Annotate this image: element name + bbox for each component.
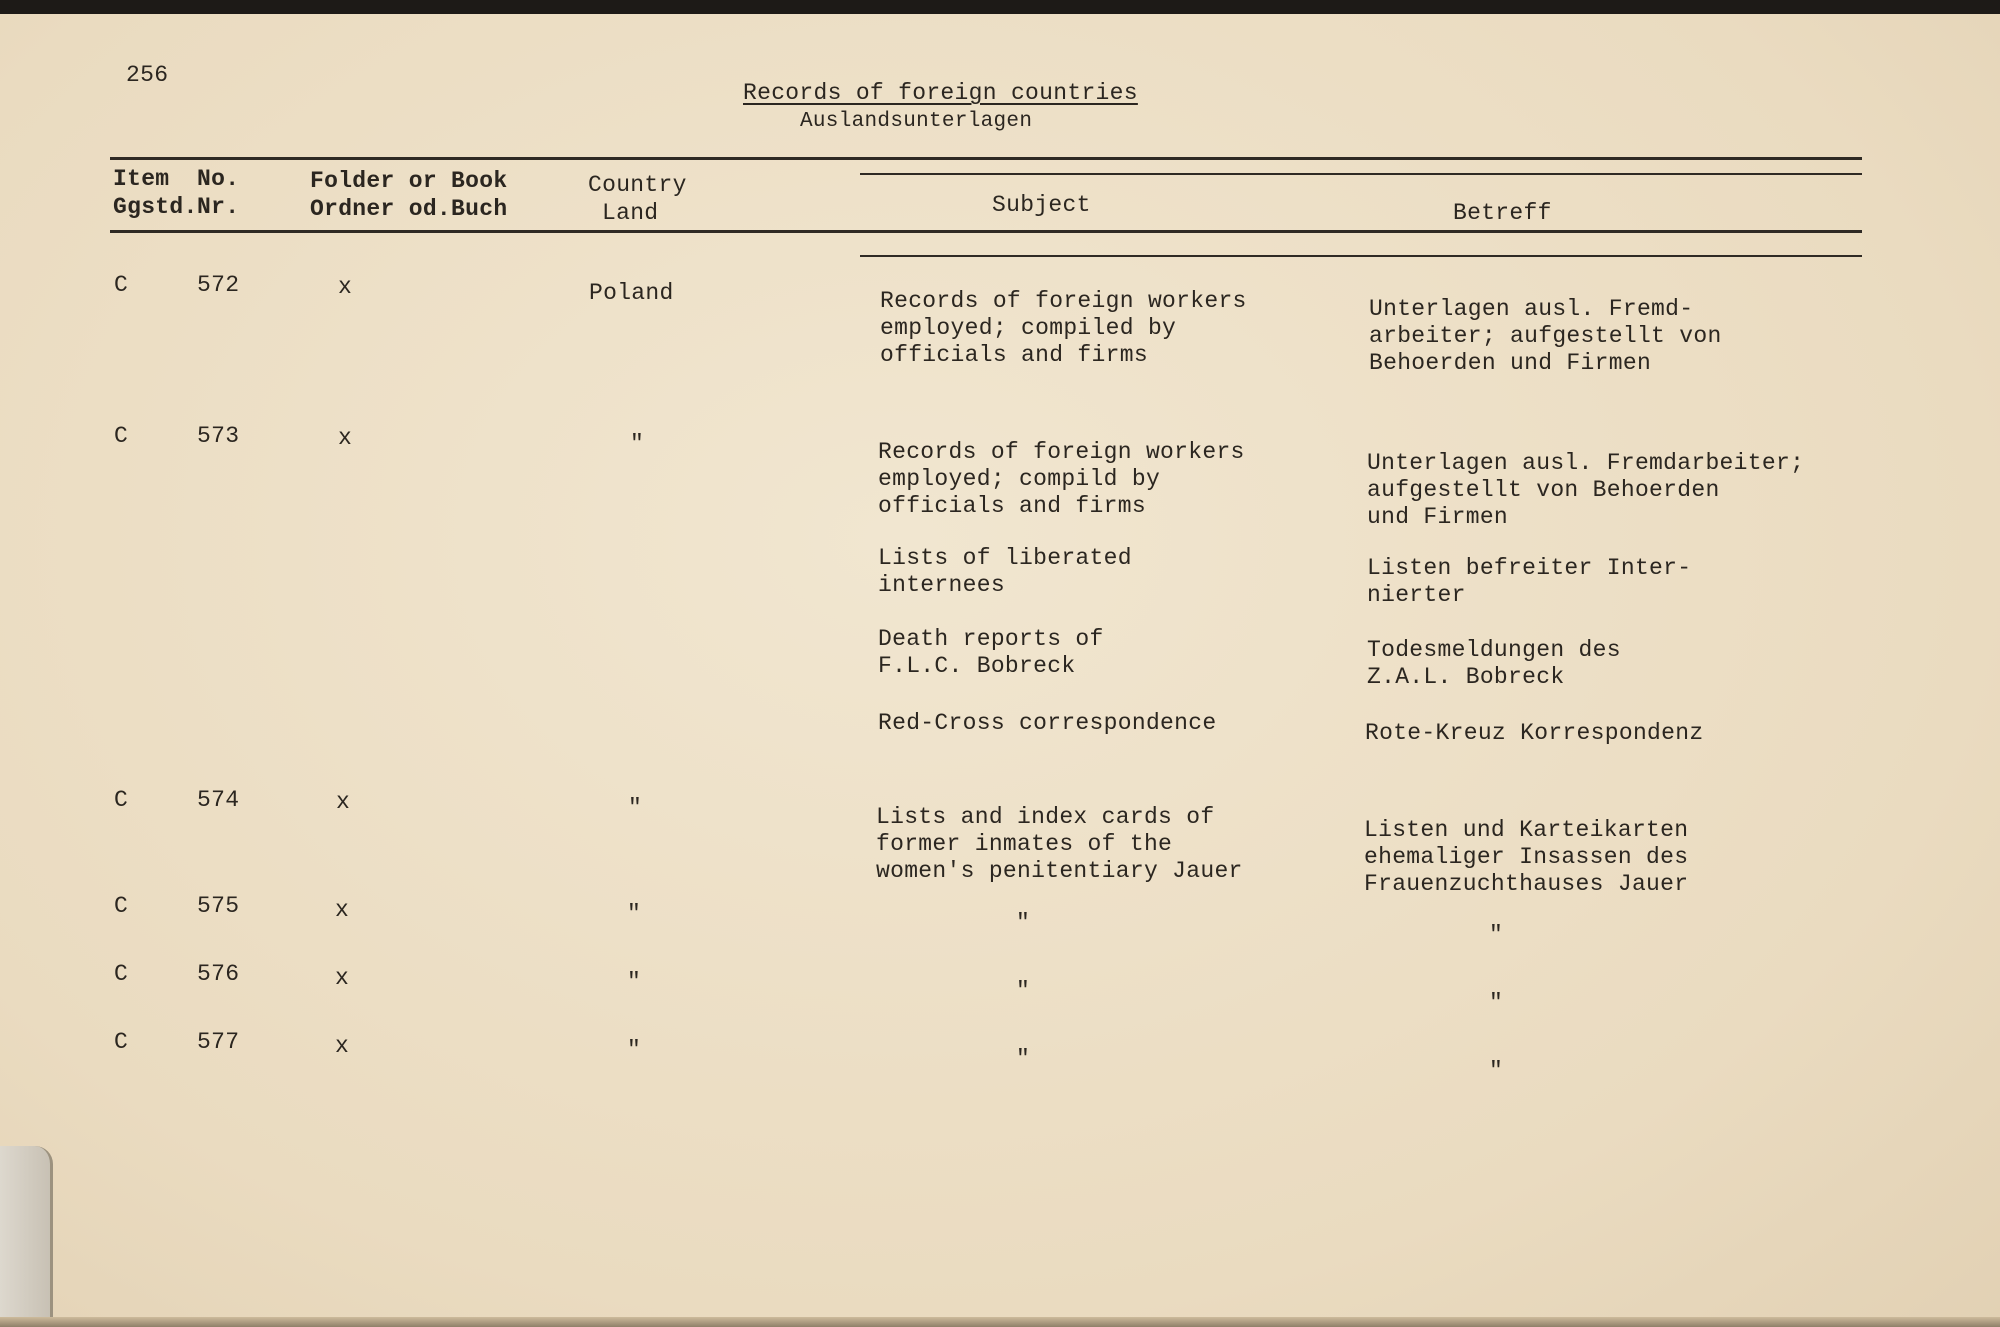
- row-573-betreff-1: Unterlagen ausl. Fremdarbeiter; aufgestellt von Behoerden und Firmen: [1367, 450, 1805, 530]
- row-577-subject: ": [1016, 1046, 1031, 1072]
- row-573-subject-2: Lists of liberated internees: [878, 545, 1132, 598]
- row-576-folder: x: [335, 965, 350, 991]
- col-header-folder: Folder or Book: [310, 168, 508, 194]
- scan-top-edge: [0, 0, 2000, 14]
- row-576-country: ": [627, 969, 642, 995]
- row-576-betreff: ": [1489, 990, 1504, 1016]
- page-title: Records of foreign countries: [743, 80, 1138, 106]
- col-header-country-de: Land: [602, 200, 659, 226]
- row-573-country: ": [630, 431, 645, 457]
- row-574-country: ": [628, 795, 643, 821]
- row-577-country: ": [627, 1037, 642, 1063]
- col-header-no: No.: [197, 166, 240, 192]
- header-top-rule-secondary: [860, 173, 1862, 175]
- row-576-item: C: [114, 961, 129, 987]
- row-572-item: C: [114, 272, 129, 298]
- row-574-betreff: Listen und Karteikarten ehemaliger Insassen des Frauenzuchthauses Jauer: [1364, 817, 1689, 897]
- row-573-betreff-2: Listen befreiter Inter- nierter: [1367, 555, 1692, 608]
- row-574-subject: Lists and index cards of former inmates of the women's penitentiary Jauer: [876, 804, 1243, 884]
- row-572-country: Poland: [589, 280, 674, 306]
- scan-bottom-edge: [0, 1317, 2000, 1327]
- row-577-folder: x: [335, 1033, 350, 1059]
- row-573-subject-1: Records of foreign workers employed; compild by officials and firms: [878, 439, 1245, 519]
- page-number: 256: [126, 62, 169, 88]
- header-bottom-rule: [110, 230, 1862, 233]
- header-bottom-rule-secondary: [860, 255, 1862, 257]
- row-573-betreff-3: Todesmeldungen des Z.A.L. Bobreck: [1367, 637, 1621, 690]
- row-572-no: 572: [197, 272, 240, 298]
- row-575-betreff: ": [1489, 922, 1504, 948]
- row-577-item: C: [114, 1029, 129, 1055]
- row-575-no: 575: [197, 893, 240, 919]
- row-573-betreff-4: Rote-Kreuz Korrespondenz: [1365, 720, 1704, 746]
- row-576-no: 576: [197, 961, 240, 987]
- row-577-betreff: ": [1489, 1058, 1504, 1084]
- row-577-no: 577: [197, 1029, 240, 1055]
- col-header-item: Item: [113, 166, 170, 192]
- header-top-rule: [110, 157, 1862, 160]
- col-header-country: Country: [588, 172, 687, 198]
- col-header-no-de: Nr.: [197, 194, 240, 220]
- row-572-betreff: Unterlagen ausl. Fremd- arbeiter; aufgestellt von Behoerden und Firmen: [1369, 296, 1722, 376]
- row-575-country: ": [627, 901, 642, 927]
- row-576-subject: ": [1016, 978, 1031, 1004]
- row-575-folder: x: [335, 897, 350, 923]
- page-subtitle: Auslandsunterlagen: [800, 110, 1033, 133]
- row-573-folder: x: [338, 425, 353, 451]
- row-572-subject: Records of foreign workers employed; compiled by officials and firms: [880, 288, 1247, 368]
- row-572-folder: x: [338, 274, 353, 300]
- row-575-item: C: [114, 893, 129, 919]
- row-573-subject-3: Death reports of F.L.C. Bobreck: [878, 626, 1104, 679]
- row-573-no: 573: [197, 423, 240, 449]
- row-574-item: C: [114, 787, 129, 813]
- col-header-folder-de: Ordner od.Buch: [310, 196, 508, 222]
- row-573-subject-4: Red-Cross correspondence: [878, 710, 1217, 736]
- row-574-no: 574: [197, 787, 240, 813]
- row-575-subject: ": [1016, 910, 1031, 936]
- col-header-item-de: Ggstd.: [113, 194, 198, 220]
- col-header-betreff: Betreff: [1453, 200, 1552, 226]
- row-574-folder: x: [336, 789, 351, 815]
- row-573-item: C: [114, 423, 129, 449]
- binder-tab: [0, 1146, 53, 1327]
- col-header-subject: Subject: [992, 192, 1091, 218]
